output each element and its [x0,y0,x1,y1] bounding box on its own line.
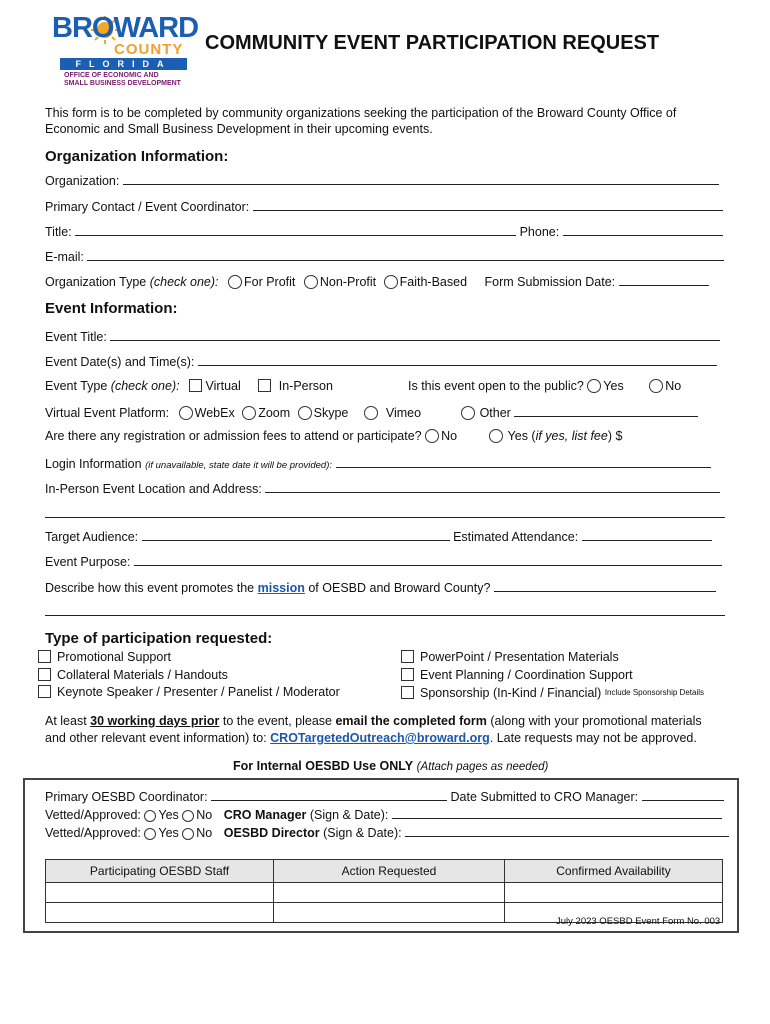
director-no-radio[interactable] [182,828,194,840]
fees-yes-note: if yes, list fee [535,429,608,443]
vetted-label: Vetted/Approved: [45,808,141,822]
login-label: Login Information [45,457,142,471]
logo-florida-bar: FLORIDA [60,58,187,70]
event-dates-input[interactable] [198,353,717,366]
outreach-email-link[interactable]: CROTargetedOutreach@broward.org [270,731,490,745]
mission-link[interactable]: mission [257,581,305,595]
non-profit-radio[interactable] [304,275,318,289]
submission-date-input[interactable] [619,273,709,286]
form-footer: July 2023 OESBD Event Form No. 003 [556,916,721,927]
public-no-label: No [665,379,682,393]
org-type-row [45,273,709,289]
date-submitted-label: Date Submitted to CRO Manager: [450,790,639,804]
sponsorship-checkbox[interactable] [401,686,414,699]
keynote-checkbox[interactable] [38,685,51,698]
fees-yes-end: ) $ [607,429,623,443]
virtual-checkbox[interactable] [189,379,202,392]
email-input[interactable] [87,248,724,261]
participation-left-list [38,649,340,702]
open-public-label: Is this event open to the public? [408,379,584,393]
cro-manager-sign-input[interactable] [392,806,722,819]
fees-no-label: No [441,429,458,443]
staff-table [45,859,723,923]
cro-manager-row: Vetted/Approved: Yes No CRO Manager (Sign & Date): [45,806,722,822]
audience-row [45,528,712,544]
staff-cell[interactable] [46,903,274,923]
director-sign-input[interactable] [405,824,729,837]
organization-input[interactable] [123,172,719,185]
phone-input[interactable] [563,223,723,236]
cro-yes-radio[interactable] [144,810,156,822]
participation-option[interactable]: Keynote Speaker / Presenter / Panelist / Moderator [38,684,340,702]
logo-office-text: OFFICE OF ECONOMIC AND [64,72,159,79]
submission-date-label: Form Submission Date: [484,275,616,289]
availability-cell[interactable] [505,883,723,903]
purpose-label: Event Purpose: [45,555,131,569]
director-yes-radio[interactable] [144,828,156,840]
webex-label: WebEx [194,406,235,420]
virtual-label: Virtual [205,379,241,393]
internal-heading-note: (Attach pages as needed) [416,761,549,773]
participation-right-list [401,649,704,703]
contact-row [45,198,723,214]
table-row [46,883,723,903]
login-note: (if unavailable, state date it will be provided): [145,460,333,471]
participation-heading: Type of participation requested: [45,630,273,647]
org-type-label: Organization Type [45,275,147,289]
faith-based-radio[interactable] [384,275,398,289]
participation-option[interactable]: Sponsorship (In-Kind / Financial) Include Sponsorship Details [401,684,704,703]
fees-row [45,429,622,443]
location-label: In-Person Event Location and Address: [45,482,262,496]
zoom-radio[interactable] [242,406,256,420]
logo-county-text: COUNTY [114,41,184,58]
location-row-2 [45,505,725,521]
event-type-row [45,379,333,393]
mission-row-2 [45,603,725,619]
platform-label: Virtual Event Platform: [45,406,170,420]
deadline-text: 30 working days prior [90,714,220,728]
broward-county-logo [52,12,199,92]
event-type-note: (check one): [110,379,180,393]
organization-row [45,172,719,188]
internal-heading: For Internal OESBD Use ONLY (Attach pages as needed) [233,759,549,773]
contact-input[interactable] [253,198,723,211]
notice-line-2: and other relevant event information) to: CROTargetedOutreach@broward.org. Late requests may not be approved. [45,731,697,745]
webex-radio[interactable] [179,406,193,420]
staff-column-header: Participating OESBD Staff [46,860,274,883]
attendance-label: Estimated Attendance: [453,530,579,544]
faith-based-label: Faith-Based [399,275,468,289]
planning-checkbox[interactable] [401,668,414,681]
audience-label: Target Audience: [45,530,139,544]
coordinator-input[interactable] [211,788,447,801]
action-cell[interactable] [274,883,505,903]
table-header-row [46,860,723,883]
skype-label: Skype [313,406,349,420]
non-profit-label: Non-Profit [319,275,377,289]
other-platform-input[interactable] [514,404,698,417]
participation-option[interactable]: Event Planning / Coordination Support [401,667,704,685]
event-dates-row [45,353,717,369]
location-row [45,480,720,496]
event-dates-label: Event Date(s) and Time(s): [45,355,195,369]
location-input[interactable] [265,480,720,493]
title-label: Title: [45,225,72,239]
public-yes-radio[interactable] [587,379,601,393]
logo-office-text-2: SMALL BUSINESS DEVELOPMENT [64,80,181,87]
page-title: COMMUNITY EVENT PARTICIPATION REQUEST [205,32,660,54]
in-person-checkbox[interactable] [258,379,271,392]
availability-column-header: Confirmed Availability [505,860,723,883]
zoom-label: Zoom [258,406,291,420]
mission-input-2[interactable] [45,603,725,616]
fees-yes-label: Yes ( [507,429,536,443]
participation-option[interactable]: Collateral Materials / Handouts [38,667,340,685]
purpose-row [45,553,722,569]
mission-label-pre: Describe how this event promotes the [45,581,255,595]
public-yes-label: Yes [603,379,624,393]
email-label: E-mail: [45,250,84,264]
promotional-checkbox[interactable] [38,650,51,663]
org-section-heading: Organization Information: [45,148,229,165]
event-section-heading: Event Information: [45,300,178,317]
sponsorship-note: Include Sponsorship Details [604,688,704,697]
intro-line-1: This form is to be completed by community organizations seeking the participation of the Broward County Office of [45,106,677,120]
mission-label-post: of OESBD and Broward County? [308,581,491,595]
action-cell[interactable] [274,903,505,923]
purpose-input[interactable] [134,553,722,566]
phone-label: Phone: [519,225,560,239]
public-no-radio[interactable] [649,379,663,393]
contact-label: Primary Contact / Event Coordinator: [45,200,250,214]
event-title-row [45,328,720,344]
logo-broward-text: BROWARD [52,12,199,44]
event-title-label: Event Title: [45,330,107,344]
skype-radio[interactable] [298,406,312,420]
vetted-label-2: Vetted/Approved: [45,826,141,840]
for-profit-radio[interactable] [228,275,242,289]
open-public-row [408,379,681,393]
attendance-input[interactable] [582,528,712,541]
email-instruction: email the completed form [335,714,487,728]
org-type-note: (check one): [149,275,219,289]
staff-cell[interactable] [46,883,274,903]
fees-no-radio[interactable] [425,429,439,443]
mission-input[interactable] [494,579,716,592]
organization-label: Organization: [45,174,120,188]
event-type-label: Event Type [45,379,108,393]
cro-manager-label: CRO Manager [223,808,307,822]
cro-no-radio[interactable] [182,810,194,822]
login-input[interactable] [336,455,711,468]
director-row: Vetted/Approved: Yes No OESBD Director (Sign & Date): [45,824,729,840]
vimeo-label: Vimeo [385,406,422,420]
date-submitted-input[interactable] [642,788,724,801]
coordinator-row [45,788,724,804]
location-input-2[interactable] [45,505,725,518]
participation-option[interactable]: PowerPoint / Presentation Materials [401,649,704,667]
coordinator-label: Primary OESBD Coordinator: [45,790,208,804]
in-person-label: In-Person [278,379,333,393]
notice-line-1: At least 30 working days prior to the event, please email the completed form (along with your promotional materials [45,714,702,728]
for-profit-label: For Profit [243,275,296,289]
intro-line-2: Economic and Small Business Development in their upcoming events. [45,122,433,136]
login-row [45,455,711,471]
email-row [45,248,724,264]
collateral-checkbox[interactable] [38,668,51,681]
event-title-input[interactable] [110,328,720,341]
powerpoint-checkbox[interactable] [401,650,414,663]
other-label: Other [479,406,511,420]
title-input[interactable] [75,223,516,236]
participation-option[interactable]: Promotional Support [38,649,340,667]
director-label: OESBD Director [223,826,320,840]
vimeo-radio[interactable] [364,406,378,420]
audience-input[interactable] [142,528,450,541]
action-column-header: Action Requested [274,860,505,883]
platform-row [45,404,698,420]
fees-question: Are there any registration or admission fees to attend or participate? [45,429,422,443]
title-phone-row [45,223,723,239]
mission-row [45,579,716,595]
other-radio[interactable] [461,406,475,420]
fees-yes-radio[interactable] [489,429,503,443]
